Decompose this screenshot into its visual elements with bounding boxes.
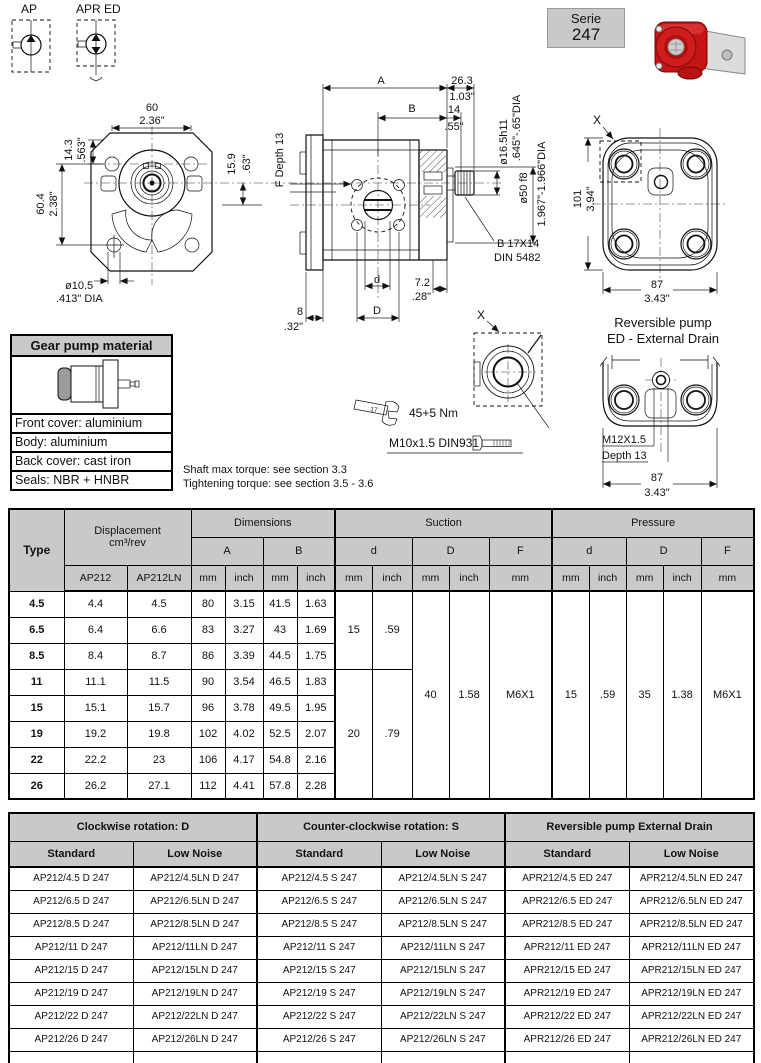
td-a-in: 3.15	[225, 591, 263, 617]
order-code: AP212/15 S 247	[257, 959, 381, 982]
td-b-in: 2.28	[297, 773, 335, 799]
pump-symbol-apr-ed	[76, 2, 121, 81]
dim-shaft-dia: ø16.5h11	[498, 119, 510, 165]
th-sD-inch: inch	[449, 565, 489, 591]
ordering-codes-table	[8, 812, 755, 1063]
td-b-in: 2.16	[297, 747, 335, 773]
th-pressure-dcap: D	[626, 537, 701, 565]
td-pressure-D-in: 1.38	[663, 591, 701, 799]
order-code: APR212/22 ED 247	[505, 1005, 629, 1028]
rev-dim-87-in: 3.43"	[644, 487, 670, 499]
order-row	[9, 867, 754, 890]
td-ap: 19.2	[64, 721, 127, 747]
rear-view-drawing	[572, 113, 728, 305]
order-code: AP212/4.5 D 247	[9, 867, 133, 890]
reversible-title-line2: ED - External Drain	[607, 331, 719, 346]
th-pD-mm: mm	[626, 565, 663, 591]
order-code: AP212/8.5LN D 247	[133, 913, 257, 936]
td-apln: 11.5	[127, 669, 191, 695]
reversible-title-line1: Reversible pump	[614, 315, 712, 330]
dim-shaft-dia-in: .645"-.65"DIA	[511, 94, 523, 162]
th-suction-dcap: D	[412, 537, 489, 565]
order-row	[9, 913, 754, 936]
drain-thread-label: M12X1.5	[602, 434, 647, 446]
td-suction-d1-mm: 15	[335, 591, 372, 669]
dim-b-label: B	[408, 103, 416, 115]
order-code: AP212/6.5 S 247	[257, 890, 381, 913]
td-a-mm: 83	[191, 617, 225, 643]
td-a-in: 3.78	[225, 695, 263, 721]
order-code: AP212/8.5LN S 247	[381, 913, 505, 936]
dim-87-mm: 87	[650, 279, 664, 291]
order-code: AP212/6.5LN S 247	[381, 890, 505, 913]
order-code: AP212/26LN D 247	[133, 1028, 257, 1051]
th-b-inch: inch	[297, 565, 335, 591]
order-code: AP212/19 S 247	[257, 982, 381, 1005]
td-ap: 4.4	[64, 591, 127, 617]
dim-offset-in: .563"	[76, 137, 88, 163]
order-code: APR212/15LN ED 247	[629, 959, 754, 982]
order-code: APR212/6.5 ED 247	[505, 890, 629, 913]
td-suction-d2-in: .79	[372, 669, 412, 799]
dim-8-in: .32"	[283, 321, 303, 333]
order-code: AP212/11LN D 247	[133, 936, 257, 959]
order-code	[257, 1051, 381, 1063]
th-ap212ln: AP212LN	[127, 565, 191, 591]
dim-hole-mm: ø10.5	[65, 280, 94, 292]
td-ap: 8.4	[64, 643, 127, 669]
td-b-mm: 49.5	[263, 695, 297, 721]
td-a-in: 4.17	[225, 747, 263, 773]
td-suction-F: M6X1	[489, 591, 552, 799]
th-sD-mm: mm	[412, 565, 449, 591]
td-a-in: 4.02	[225, 721, 263, 747]
td-b-mm: 41.5	[263, 591, 297, 617]
order-code	[133, 1051, 257, 1063]
material-body: Body: aluminium	[12, 432, 171, 451]
td-apln: 6.6	[127, 617, 191, 643]
th-displacement-line2: cm³/rev	[109, 537, 146, 550]
order-code: AP212/11 D 247	[9, 936, 133, 959]
order-code: AP212/15LN S 247	[381, 959, 505, 982]
detail-x-label: X	[476, 308, 486, 322]
order-code: AP212/6.5LN D 247	[133, 890, 257, 913]
dim-port-offset-in: .63"	[241, 154, 253, 174]
td-b-mm: 52.5	[263, 721, 297, 747]
dim-spline-len-mm: 14	[447, 104, 461, 116]
order-code: AP212/4.5LN D 247	[133, 867, 257, 890]
serie-badge	[547, 8, 625, 48]
order-code: APR212/15 ED 247	[505, 959, 629, 982]
order-code: APR212/19 ED 247	[505, 982, 629, 1005]
order-code: APR212/4.5LN ED 247	[629, 867, 754, 890]
th-low-noise: Low Noise	[133, 841, 257, 867]
td-ap: 11.1	[64, 669, 127, 695]
order-code	[381, 1051, 505, 1063]
dim-len-in: 1.03"	[449, 91, 475, 103]
dim-72-mm: 7.2	[414, 277, 430, 289]
dim-8-mm: 8	[296, 306, 303, 318]
td-apln: 19.8	[127, 721, 191, 747]
td-type: 4.5	[9, 591, 64, 617]
order-code: AP212/22 S 247	[257, 1005, 381, 1028]
td-type: 11	[9, 669, 64, 695]
spec-row	[9, 591, 754, 617]
dim-pilot-dia-in: 1.967"-1.966"DIA	[536, 141, 548, 227]
order-code: AP212/19LN D 247	[133, 982, 257, 1005]
td-apln: 23	[127, 747, 191, 773]
td-ap: 15.1	[64, 695, 127, 721]
material-back-cover: Back cover: cast iron	[12, 451, 171, 470]
note-tightening-torque: Tightening torque: see section 3.5 - 3.6	[183, 478, 374, 490]
detail-x-drawing	[474, 308, 549, 428]
th-low-noise: Low Noise	[381, 841, 505, 867]
order-code: AP212/6.5 D 247	[9, 890, 133, 913]
td-type: 26	[9, 773, 64, 799]
th-sd-mm: mm	[335, 565, 372, 591]
order-code: AP212/22LN S 247	[381, 1005, 505, 1028]
td-b-mm: 44.5	[263, 643, 297, 669]
order-code: AP212/19 D 247	[9, 982, 133, 1005]
th-standard: Standard	[505, 841, 629, 867]
dim-width-mm: 60	[145, 102, 159, 114]
td-type: 8.5	[9, 643, 64, 669]
td-b-mm: 43	[263, 617, 297, 643]
dim-height-in: 2.38"	[48, 191, 60, 217]
th-pD-inch: inch	[663, 565, 701, 591]
apr-ed-symbol-label: APR ED	[76, 2, 121, 16]
order-row	[9, 890, 754, 913]
td-pressure-D-mm: 35	[626, 591, 663, 799]
th-sd-inch: inch	[372, 565, 412, 591]
td-apln: 4.5	[127, 591, 191, 617]
td-type: 19	[9, 721, 64, 747]
order-row	[9, 1028, 754, 1051]
detail-x-ref-label: X	[592, 113, 602, 127]
th-displacement	[64, 509, 191, 565]
td-b-mm: 46.5	[263, 669, 297, 695]
dim-a-label: A	[377, 75, 385, 87]
td-b-in: 1.83	[297, 669, 335, 695]
order-code: AP212/8.5 D 247	[9, 913, 133, 936]
dim-pilot-dia: ø50 f8	[518, 172, 530, 204]
th-counterclockwise-group: Counter-clockwise rotation: S	[257, 813, 505, 841]
specifications-table	[8, 508, 755, 800]
td-suction-D-in: 1.58	[449, 591, 489, 799]
order-row	[9, 936, 754, 959]
th-dim-a: A	[191, 537, 263, 565]
th-suction-d: d	[335, 537, 412, 565]
material-box	[10, 334, 173, 491]
td-a-in: 3.39	[225, 643, 263, 669]
serie-number: 247	[571, 25, 601, 44]
wrench-icon	[354, 400, 399, 425]
td-apln: 15.7	[127, 695, 191, 721]
td-b-in: 1.75	[297, 643, 335, 669]
td-b-mm: 54.8	[263, 747, 297, 773]
order-code: AP212/11 S 247	[257, 936, 381, 959]
drain-depth-label: Depth 13	[602, 450, 647, 462]
dim-len-mm: 26.3	[451, 75, 473, 87]
td-type: 22	[9, 747, 64, 773]
th-standard: Standard	[9, 841, 133, 867]
order-code: AP212/22 D 247	[9, 1005, 133, 1028]
dim-101-in: 3.94"	[585, 186, 597, 212]
bolt-spec-label: M10x1.5 DIN931	[389, 436, 480, 450]
td-a-in: 3.54	[225, 669, 263, 695]
order-code: APR212/19LN ED 247	[629, 982, 754, 1005]
order-code: APR212/22LN ED 247	[629, 1005, 754, 1028]
td-apln: 27.1	[127, 773, 191, 799]
pump-symbol-ap	[12, 2, 50, 72]
order-code: APR212/11LN ED 247	[629, 936, 754, 959]
dim-d-label: d	[373, 274, 381, 286]
th-pressure-d: d	[552, 537, 626, 565]
material-box-title: Gear pump material	[12, 336, 171, 357]
dim-dcap-label: D	[373, 305, 381, 317]
spline-std-label: DIN 5482	[494, 252, 541, 264]
th-dim-b: B	[263, 537, 335, 565]
dim-hole-in: .413" DIA	[56, 293, 103, 305]
td-a-mm: 80	[191, 591, 225, 617]
order-code: AP212/4.5 S 247	[257, 867, 381, 890]
order-row	[9, 1005, 754, 1028]
th-suction-f: F	[489, 537, 552, 565]
order-code: APR212/8.5 ED 247	[505, 913, 629, 936]
td-apln: 8.7	[127, 643, 191, 669]
spline-type-label: B 17X14	[497, 238, 540, 250]
order-code: AP212/11LN S 247	[381, 936, 505, 959]
order-code: APR212/8.5LN ED 247	[629, 913, 754, 936]
td-suction-d2-mm: 20	[335, 669, 372, 799]
order-code: APR212/26LN ED 247	[629, 1028, 754, 1051]
reversible-view-drawing	[600, 315, 720, 499]
th-pd-inch: inch	[589, 565, 626, 591]
td-b-in: 1.63	[297, 591, 335, 617]
order-code: AP212/4.5LN S 247	[381, 867, 505, 890]
td-a-mm: 106	[191, 747, 225, 773]
order-row	[9, 959, 754, 982]
th-a-mm: mm	[191, 565, 225, 591]
dim-spline-len-in: .55"	[444, 121, 464, 133]
th-b-mm: mm	[263, 565, 297, 591]
pump-photo	[655, 22, 745, 79]
td-pressure-d-in: .59	[589, 591, 626, 799]
td-type: 6.5	[9, 617, 64, 643]
dim-height-mm: 60.4	[35, 193, 47, 215]
td-a-mm: 96	[191, 695, 225, 721]
th-reversible-group: Reversible pump External Drain	[505, 813, 754, 841]
th-displacement-line1: Displacement	[94, 525, 161, 538]
th-sF-mm: mm	[489, 565, 552, 591]
td-pressure-d-mm: 15	[552, 591, 589, 799]
torque-callouts	[183, 400, 523, 490]
order-code: AP212/26LN S 247	[381, 1028, 505, 1051]
td-ap: 22.2	[64, 747, 127, 773]
td-type: 15	[9, 695, 64, 721]
order-row-cutoff	[9, 1051, 754, 1063]
dim-101-mm: 101	[572, 189, 584, 209]
order-code: APR212/6.5LN ED 247	[629, 890, 754, 913]
th-pressure-f: F	[701, 537, 754, 565]
th-a-inch: inch	[225, 565, 263, 591]
td-a-in: 3.27	[225, 617, 263, 643]
ap-symbol-label: AP	[21, 2, 38, 16]
order-row	[9, 982, 754, 1005]
dim-72-in: .28"	[411, 291, 431, 303]
th-pressure: Pressure	[552, 509, 754, 537]
th-standard: Standard	[257, 841, 381, 867]
td-ap: 26.2	[64, 773, 127, 799]
order-code: AP212/26 D 247	[9, 1028, 133, 1051]
order-code: APR212/26 ED 247	[505, 1028, 629, 1051]
rev-dim-87-mm: 87	[650, 472, 664, 484]
torque-value-label: 45+5 Nm	[409, 406, 459, 420]
order-code	[629, 1051, 754, 1063]
td-suction-d1-in: .59	[372, 591, 412, 669]
td-a-mm: 112	[191, 773, 225, 799]
td-ap: 6.4	[64, 617, 127, 643]
th-type: Type	[9, 509, 64, 591]
material-seals: Seals: NBR + HNBR	[12, 470, 171, 489]
td-a-mm: 102	[191, 721, 225, 747]
th-dimensions: Dimensions	[191, 509, 335, 537]
material-drawing-area	[12, 357, 171, 413]
order-code: APR212/4.5 ED 247	[505, 867, 629, 890]
td-b-in: 1.69	[297, 617, 335, 643]
dim-width-in: 2.36"	[139, 115, 165, 127]
order-code: AP212/26 S 247	[257, 1028, 381, 1051]
th-clockwise-group: Clockwise rotation: D	[9, 813, 257, 841]
th-pF-mm: mm	[701, 565, 754, 591]
td-b-mm: 57.8	[263, 773, 297, 799]
order-code: APR212/11 ED 247	[505, 936, 629, 959]
f-depth-label: F Depth 13	[274, 132, 286, 188]
td-b-in: 2.07	[297, 721, 335, 747]
dim-87-in: 3.43"	[644, 293, 670, 305]
order-code: AP212/19LN S 247	[381, 982, 505, 1005]
material-front-cover: Front cover: aluminium	[12, 413, 171, 432]
td-a-mm: 86	[191, 643, 225, 669]
note-shaft-torque: Shaft max torque: see section 3.3	[183, 464, 347, 476]
order-code: AP212/15 D 247	[9, 959, 133, 982]
serie-label: Serie	[570, 11, 602, 26]
td-b-in: 1.95	[297, 695, 335, 721]
wrench-size-label: 17	[369, 406, 378, 415]
order-code	[9, 1051, 133, 1063]
side-view-drawing	[274, 75, 548, 333]
td-suction-D-mm: 40	[412, 591, 449, 799]
th-low-noise: Low Noise	[629, 841, 754, 867]
dim-offset-mm: 14.3	[63, 139, 75, 161]
dim-port-offset-mm: 15.9	[226, 153, 238, 175]
order-code: AP212/15LN D 247	[133, 959, 257, 982]
order-code: AP212/8.5 S 247	[257, 913, 381, 936]
order-code	[505, 1051, 629, 1063]
td-a-in: 4.41	[225, 773, 263, 799]
order-code: AP212/22LN D 247	[133, 1005, 257, 1028]
th-ap212: AP212	[64, 565, 127, 591]
td-a-mm: 90	[191, 669, 225, 695]
th-suction: Suction	[335, 509, 552, 537]
th-pd-mm: mm	[552, 565, 589, 591]
td-pressure-F: M6X1	[701, 591, 754, 799]
